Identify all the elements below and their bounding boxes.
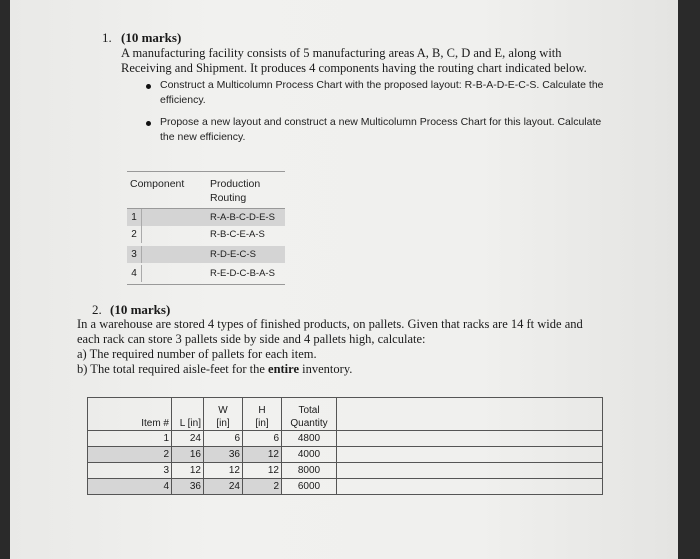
q2-marks: (10 marks) (110, 302, 171, 317)
routing-header-component: Component (130, 178, 185, 190)
q1-marks: (10 marks) (121, 30, 182, 45)
routing-component: 4 (127, 265, 142, 282)
q1-text-line1: A manufacturing facility consists of 5 manufacturing areas A, B, C, D and E, along with (121, 46, 562, 60)
q2-number: 2. (92, 302, 102, 317)
routing-row (127, 246, 285, 263)
routing-table-top-rule (127, 171, 285, 172)
empty-cell (337, 431, 603, 447)
item-width: 36 (204, 447, 243, 463)
item-length: 12 (172, 463, 204, 479)
header-height (243, 398, 282, 431)
item-height: 12 (243, 447, 282, 463)
q1-bullet2-line2: the new efficiency. (160, 131, 246, 143)
header-width-unit: [in] (216, 418, 230, 429)
routing-component: 3 (127, 246, 142, 263)
q2-text-line1: In a warehouse are stored 4 types of finished products, on pallets. Given that racks are 14 ft wide and (77, 317, 583, 331)
item-height: 2 (243, 479, 282, 495)
table-row (88, 463, 603, 479)
table-row (88, 479, 603, 495)
routing-header-production: Production (210, 178, 261, 190)
routing-sequence: R-A-B-C-D-E-S (210, 212, 275, 223)
routing-sequence: R-D-E-C-S (210, 249, 256, 260)
header-item: Item # (88, 398, 172, 431)
table-row (88, 447, 603, 463)
empty-cell (337, 479, 603, 495)
header-total-label: Total (298, 405, 320, 416)
header-total-quantity (282, 398, 337, 431)
q2-text-line2: each rack can store 3 pallets side by side and 4 pallets high, calculate: (77, 332, 426, 346)
routing-row (127, 209, 285, 226)
empty-cell (337, 463, 603, 479)
routing-component: 1 (127, 209, 142, 226)
pallet-table (87, 397, 603, 495)
q2-item-b-end: inventory. (299, 362, 353, 376)
item-number: 4 (88, 479, 172, 495)
routing-component: 2 (127, 226, 142, 243)
item-width: 6 (204, 431, 243, 447)
pallet-table-header (88, 398, 603, 431)
item-number: 2 (88, 447, 172, 463)
item-number: 3 (88, 463, 172, 479)
q1-number: 1. (102, 30, 112, 45)
empty-cell (337, 447, 603, 463)
header-length: L [in] (172, 398, 204, 431)
item-quantity: 4000 (282, 447, 337, 463)
routing-table-bottom-rule (127, 284, 285, 285)
table-row (88, 431, 603, 447)
item-length: 16 (172, 447, 204, 463)
routing-sequence: R-E-D-C-B-A-S (210, 268, 275, 279)
q1-bullet1-line2: efficiency. (160, 94, 206, 106)
q2-item-b (77, 362, 352, 377)
q1-bullet2-line1: Propose a new layout and construct a new Multicolumn Process Chart for this layout. Calculate (160, 116, 602, 128)
empty-cell (337, 398, 603, 431)
item-number: 1 (88, 431, 172, 447)
document-page (10, 0, 678, 559)
item-quantity: 6000 (282, 479, 337, 495)
routing-header-routing: Routing (210, 192, 247, 204)
item-length: 24 (172, 431, 204, 447)
item-quantity: 8000 (282, 463, 337, 479)
item-quantity: 4800 (282, 431, 337, 447)
routing-sequence: R-B-C-E-A-S (210, 229, 265, 240)
q2-item-b-text: b) The total required aisle-feet for the (77, 362, 269, 376)
q1-text-line2: Receiving and Shipment. It produces 4 components having the routing chart indicated below. (121, 61, 587, 75)
item-length: 36 (172, 479, 204, 495)
q2-item-b-bold: entire (268, 362, 300, 376)
header-width (204, 398, 243, 431)
item-width: 24 (204, 479, 243, 495)
q2-item-a: a) The required number of pallets for each item. (77, 347, 317, 361)
header-width-label: W (218, 405, 228, 416)
routing-row (127, 226, 285, 243)
header-height-unit: [in] (255, 418, 269, 429)
bullet-icon (146, 121, 151, 126)
item-height: 12 (243, 463, 282, 479)
routing-row (127, 265, 285, 282)
header-quantity-label: Quantity (290, 418, 328, 429)
item-width: 12 (204, 463, 243, 479)
item-height: 6 (243, 431, 282, 447)
q1-bullet1-line1: Construct a Multicolumn Process Chart with the proposed layout: R-B-A-D-E-C-S. Calculate the (160, 79, 604, 91)
bullet-icon (146, 84, 151, 89)
header-height-label: H (258, 405, 266, 416)
